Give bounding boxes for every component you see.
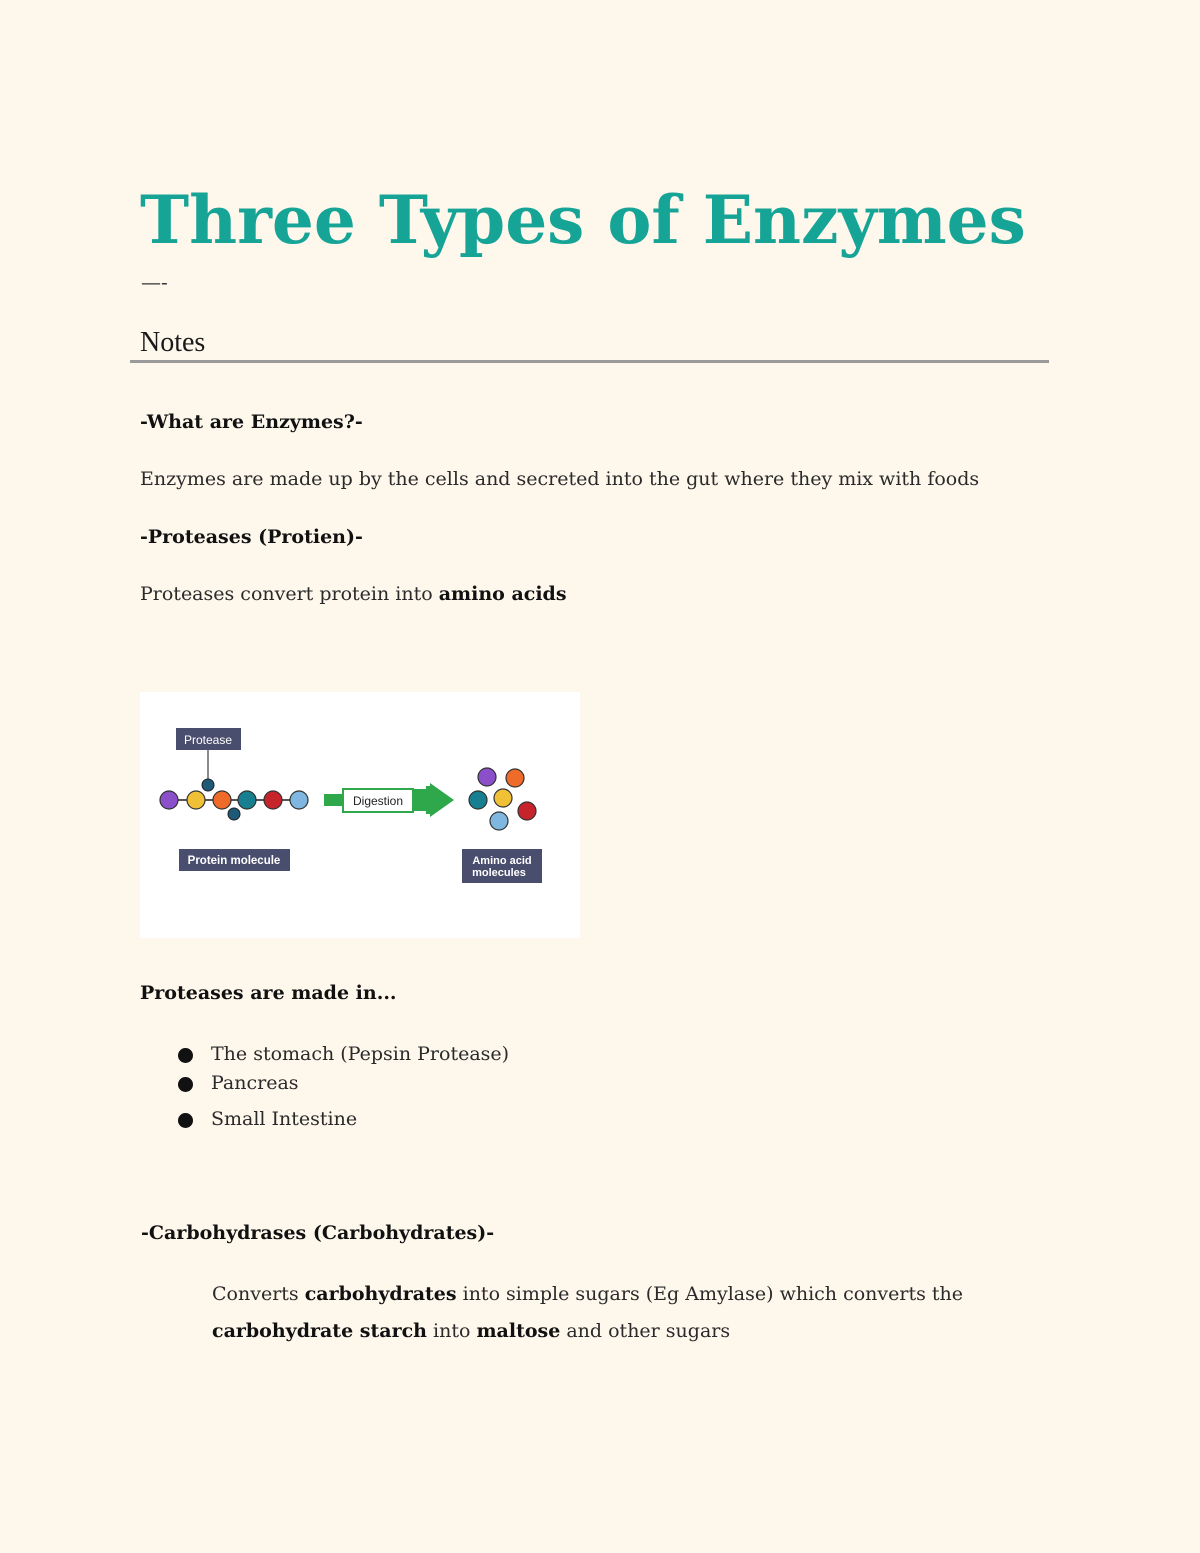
carbohydrases-text: [212, 1276, 1012, 1350]
amino-bead-blue: [290, 791, 308, 809]
bullet-icon: [178, 1113, 193, 1128]
amino-acid-label-line1: Amino acid: [472, 855, 532, 867]
bullet-icon: [178, 1077, 193, 1092]
enzyme-bead: [202, 779, 214, 791]
carbo-text-5: into: [426, 1320, 477, 1342]
carbohydrates-bold: carbohydrates: [304, 1283, 457, 1305]
carbo-text-7: and other sugars: [560, 1320, 731, 1342]
bullet-icon: [178, 1048, 193, 1063]
digestion-diagram-svg: [140, 692, 580, 938]
amino-acids-bold: amino acids: [438, 583, 567, 605]
list-item-text: Pancreas: [211, 1072, 299, 1094]
list-item: [176, 1106, 509, 1132]
proteases-heading: -Proteases (Protien)-: [140, 526, 363, 548]
list-item: [176, 1041, 509, 1067]
free-amino-orange: [506, 769, 524, 787]
amino-bead-purple: [160, 791, 178, 809]
digestion-label: Digestion: [352, 794, 404, 808]
free-amino-red: [518, 802, 536, 820]
carbo-text-1: Converts: [212, 1283, 305, 1305]
proteases-text: [140, 581, 567, 607]
amino-bead-red: [264, 791, 282, 809]
free-amino-teal: [469, 791, 487, 809]
protease-label: Protease: [183, 733, 233, 747]
free-amino-yellow: [494, 789, 512, 807]
what-are-enzymes-heading: -What are Enzymes?-: [140, 411, 363, 433]
what-are-enzymes-text: Enzymes are made up by the cells and secreted into the gut where they mix with foods: [140, 468, 980, 490]
amino-acid-label-line2: molecules: [472, 867, 526, 879]
carbohydrases-heading: -Carbohydrases (Carbohydrates)-: [141, 1222, 495, 1244]
protein-molecule-label: Protein molecule: [187, 855, 281, 867]
proteases-text-prefix: Proteases convert protein into: [140, 583, 439, 605]
carbohydrate-starch-bold: carbohydrate starch: [212, 1320, 427, 1342]
page-title: Three Types of Enzymes: [140, 181, 1026, 259]
list-item-text: Small Intestine: [211, 1108, 358, 1130]
carbo-text-3: into simple sugars (Eg Amylase) which converts the: [456, 1283, 963, 1305]
amino-bead-teal: [238, 791, 256, 809]
free-amino-blue: [490, 812, 508, 830]
protease-digestion-diagram: [140, 692, 580, 938]
proteases-made-in-heading: Proteases are made in...: [140, 982, 397, 1004]
notes-heading: Notes: [140, 327, 206, 358]
amino-bead-orange: [213, 791, 231, 809]
title-dash: —-: [141, 270, 168, 294]
section-divider: [130, 360, 1049, 363]
list-item-text: The stomach (Pepsin Protease): [211, 1043, 510, 1065]
proteases-made-in-list: [176, 1041, 509, 1132]
enzyme-bead: [228, 808, 240, 820]
amino-bead-yellow: [187, 791, 205, 809]
list-item: [176, 1070, 509, 1096]
maltose-bold: maltose: [476, 1320, 561, 1342]
free-amino-purple: [478, 768, 496, 786]
